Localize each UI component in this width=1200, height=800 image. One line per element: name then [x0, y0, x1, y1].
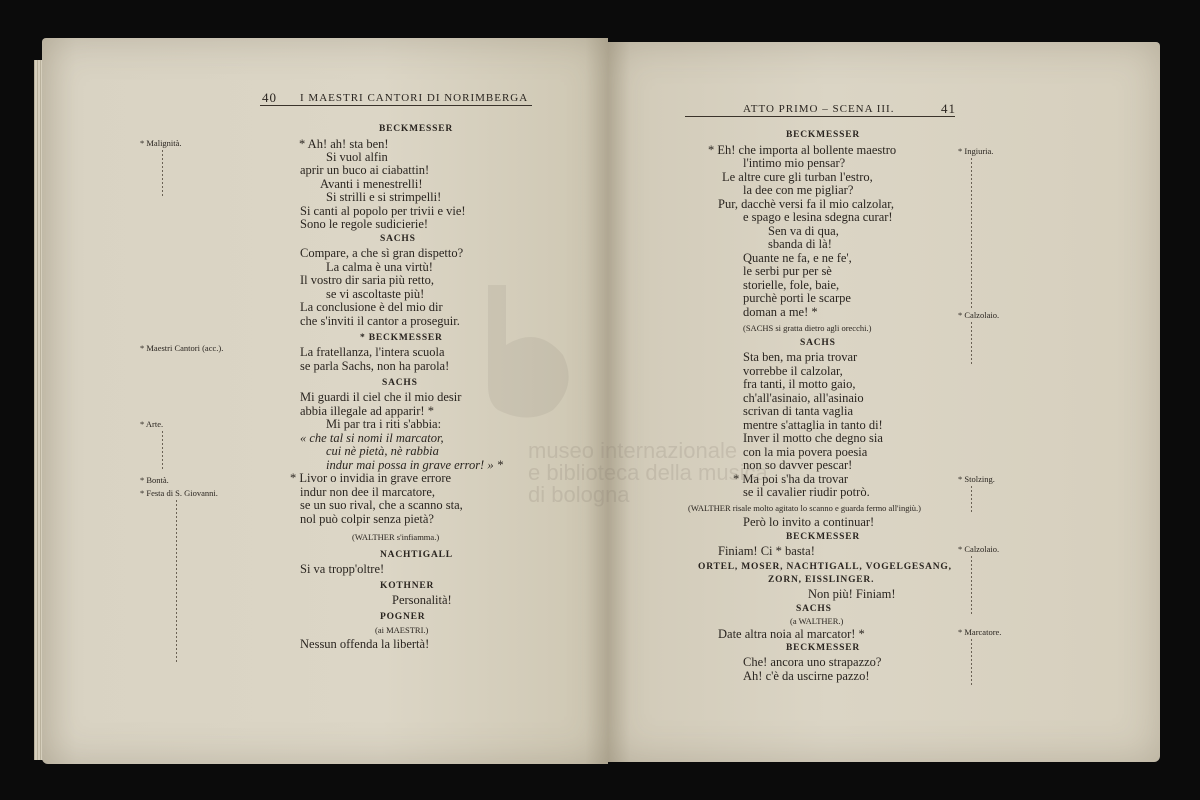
verse-line: indur mai possa in grave error! » *: [326, 458, 503, 472]
right-header-rule: [685, 116, 955, 117]
speaker-name: NACHTIGALL: [380, 550, 453, 560]
margin-note: * Marcatore.: [958, 627, 1002, 637]
verse-line: Si strilli e si strimpelli!: [326, 190, 442, 204]
margin-note: * Ingiuria.: [958, 146, 994, 156]
verse-line: Avanti i menestrelli!: [320, 177, 423, 191]
verse-line: Personalità!: [392, 593, 452, 607]
verse-line: sbanda di là!: [768, 237, 832, 251]
verse-line: Nessun offenda la libertà!: [300, 637, 430, 651]
verse-line: Si vuol alfin: [326, 150, 388, 164]
margin-bracket: [971, 158, 972, 308]
verse-line: Si canti al popolo per trivii e vie!: [300, 204, 466, 218]
verse-line: Quante ne fa, e ne fe',: [743, 251, 852, 265]
verse-line: purchè porti le scarpe: [743, 291, 851, 305]
verse-line: Si va tropp'oltre!: [300, 562, 385, 576]
margin-note: * Bontà.: [140, 475, 169, 485]
verse-line: Compare, a che sì gran dispetto?: [300, 246, 464, 260]
margin-note: * Festa di S. Giovanni.: [140, 488, 218, 498]
speaker-name: SACHS: [800, 338, 836, 348]
verse-line: se vi ascoltaste più!: [326, 287, 425, 301]
verse-line: Il vostro dir saria più retto,: [300, 273, 434, 287]
margin-bracket: [971, 556, 972, 616]
speaker-name: KOTHNER: [380, 581, 435, 591]
verse-line: Sono le regole sudicierie!: [300, 217, 429, 231]
verse-line: fra tanti, il motto gaio,: [743, 377, 856, 391]
margin-note: * Calzolaio.: [958, 544, 1000, 554]
watermark-text: di bologna: [528, 482, 630, 507]
verse-line: Date altra noia al marcator! *: [718, 627, 865, 641]
verse-line: non so davver pescar!: [743, 458, 853, 472]
verse-line: Ah! c'è da uscirne pazzo!: [743, 669, 870, 683]
stage-direction: (ai MAESTRI.): [375, 625, 429, 635]
verse-line: se un suo rival, che a scanno sta,: [300, 498, 463, 512]
verse-line: le serbi pur per sè: [743, 264, 832, 278]
speaker-name: BECKMESSER: [379, 124, 453, 134]
margin-note: * Stolzing.: [958, 474, 995, 484]
margin-bracket: [971, 639, 972, 687]
margin-bracket: [162, 150, 163, 196]
verse-line: Però lo invito a continuar!: [743, 515, 875, 529]
verse-line: abbia illegale ad apparir! *: [300, 404, 434, 418]
watermark-text: museo internazionale: [528, 438, 738, 463]
verse-line: mentre s'attaglia in tanto di!: [743, 418, 883, 432]
speaker-name: POGNER: [380, 612, 426, 622]
margin-bracket: [162, 431, 163, 471]
verse-line: indur non dee il marcatore,: [300, 485, 436, 499]
verse-line: La fratellanza, l'intera scuola: [300, 345, 445, 359]
speaker-name: * BECKMESSER: [360, 333, 443, 343]
verse-line: doman a me! *: [743, 305, 818, 319]
verse-line: La conclusione è del mio dir: [300, 300, 443, 314]
verse-line: Mi par tra i riti s'abbia:: [326, 417, 442, 431]
verse-line: la dee con me pigliar?: [743, 183, 854, 197]
margin-bracket: [971, 486, 972, 514]
verse-line: Che! ancora uno strapazzo?: [743, 655, 882, 669]
verse-line: Mi guardi il ciel che il mio desir: [300, 390, 462, 404]
verse-line: « che tal si nomi il marcator,: [300, 431, 444, 445]
left-page-number: 40: [262, 90, 277, 105]
verse-line: Inver il motto che degno sia: [743, 431, 883, 445]
speaker-name: BECKMESSER: [786, 643, 860, 653]
verse-line: Sta ben, ma pria trovar: [743, 350, 858, 364]
margin-bracket: [971, 322, 972, 364]
verse-line: scrivan di tanta vaglia: [743, 404, 854, 418]
verse-line: che s'inviti il cantor a proseguir.: [300, 314, 460, 328]
verse-line: * Ma poi s'ha da trovar: [733, 472, 849, 486]
verse-line: Pur, dacchè versi fa il mio calzolar,: [718, 197, 895, 211]
verse-line: Non più! Finiam!: [808, 587, 896, 601]
verse-line: ch'all'asinaio, all'asinaio: [743, 391, 864, 405]
verse-line: * Ah! ah! sta ben!: [299, 137, 389, 151]
verse-line: e spago e lesina sdegna curar!: [743, 210, 893, 224]
stage-direction: (WALTHER s'infiamma.): [352, 532, 440, 542]
speaker-name: ORTEL, MOSER, NACHTIGALL, VOGELGESANG,: [698, 562, 952, 572]
margin-note: * Maestri Cantori (acc.).: [140, 343, 224, 353]
left-header-rule: [260, 105, 532, 106]
verse-line: nol può colpir senza pietà?: [300, 512, 434, 526]
stage-direction: (a WALTHER.): [790, 616, 844, 626]
margin-note: * Arte.: [140, 419, 164, 429]
verse-line: La calma è una virtù!: [326, 260, 433, 274]
verse-line: Le altre cure gli turban l'estro,: [722, 170, 873, 184]
speaker-name: SACHS: [380, 234, 416, 244]
verse-line: aprir un buco ai ciabattin!: [300, 163, 430, 177]
watermark-text: e biblioteca della musica: [528, 460, 768, 485]
speaker-name: BECKMESSER: [786, 532, 860, 542]
left-running-title: I MAESTRI CANTORI DI NORIMBERGA: [300, 92, 529, 104]
verse-line: con la mia povera poesia: [743, 445, 868, 459]
verse-line: l'intimo mio pensar?: [743, 156, 846, 170]
speaker-name: SACHS: [796, 604, 832, 614]
verse-line: vorrebbe il calzolar,: [743, 364, 843, 378]
right-running-title: ATTO PRIMO – SCENA III.: [743, 103, 895, 115]
verse-line: se parla Sachs, non ha parola!: [300, 359, 450, 373]
right-page-number: 41: [941, 101, 956, 116]
verse-line: se il cavalier riudir potrò.: [743, 485, 870, 499]
right-page: [608, 42, 1160, 762]
verse-line: storielle, fole, baie,: [743, 278, 840, 292]
margin-bracket: [176, 500, 177, 664]
verse-line: Finiam! Ci * basta!: [718, 544, 815, 558]
verse-line: * Eh! che importa al bollente maestro: [708, 143, 897, 157]
verse-line: Sen va di qua,: [768, 224, 839, 238]
watermark-logo: [468, 285, 578, 425]
verse-line: * Livor o invidia in grave errore: [290, 471, 452, 485]
verse-line: cui nè pietà, nè rabbia: [326, 444, 439, 458]
stage-direction: (SACHS si gratta dietro agli orecchi.): [743, 323, 872, 333]
stage-direction: (WALTHER risale molto agitato lo scanno e guarda fermo all'ingiù.): [688, 503, 922, 513]
speaker-name: SACHS: [382, 378, 418, 388]
speaker-name: BECKMESSER: [786, 130, 860, 140]
margin-note: * Malignità.: [140, 138, 182, 148]
margin-note: * Calzolaio.: [958, 310, 1000, 320]
speaker-name: ZORN, EISSLINGER.: [768, 575, 875, 585]
